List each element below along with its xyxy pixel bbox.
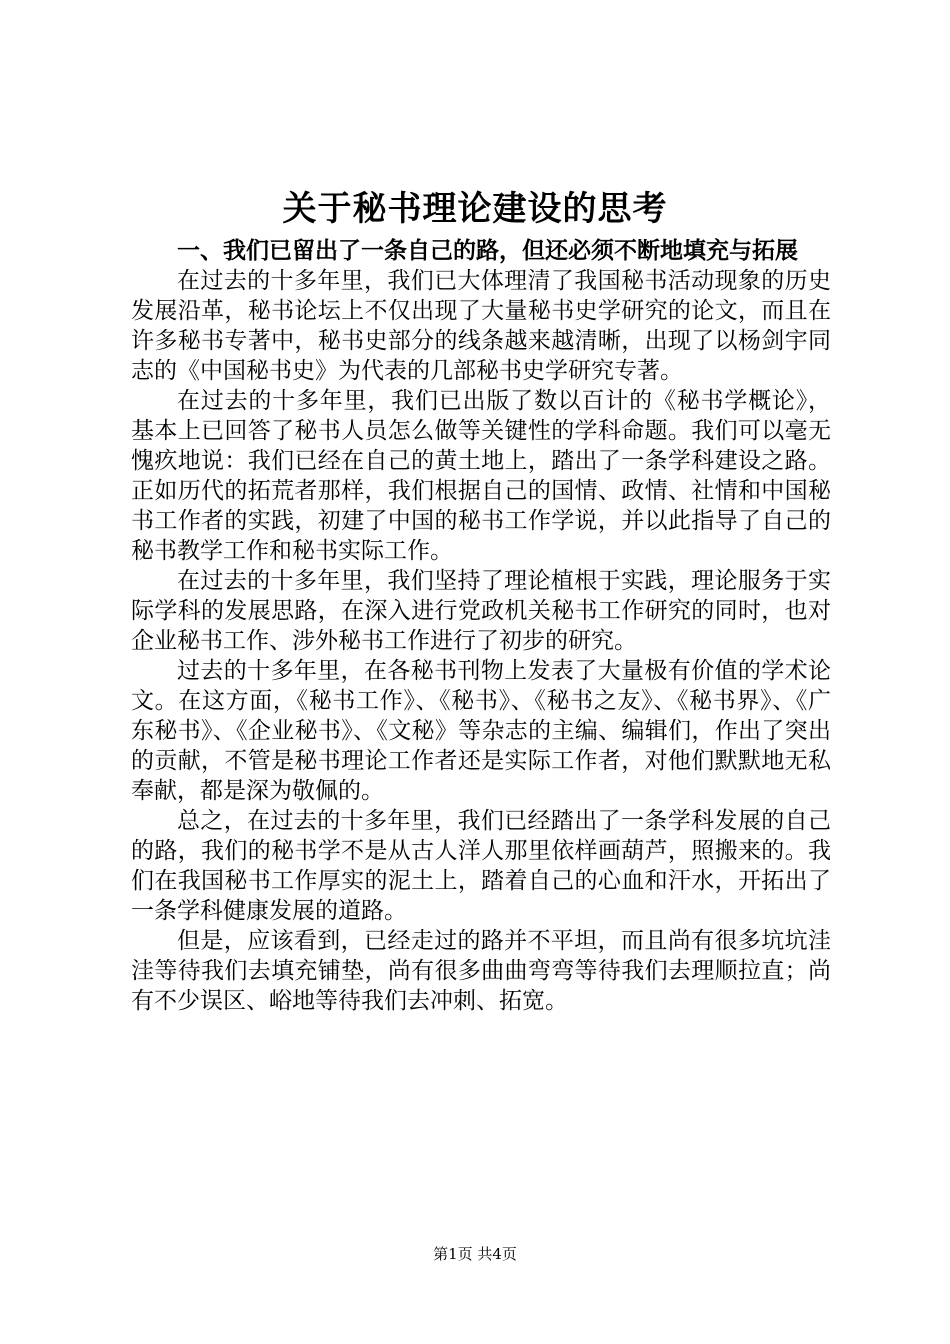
section-heading: 一、我们已留出了一条自己的路，但还必须不断地填充与拓展 [177,238,798,264]
paragraph-4: 过去的十多年里，在各秘书刊物上发表了大量极有价值的学术论文。在这方面，《秘书工作》、《秘书》、《秘书之友》、《秘书界》、《广东秘书》、《企业秘书》、《文秘》等杂志的主编、编辑们，作出了突出的贡献，不管是秘书理论工作者还是实际工作者，对他们默默地无私奉献，都是深为敬佩的。 [131,658,831,804]
paragraph-6: 但是，应该看到，已经走过的路并不平坦，而且尚有很多坑坑洼洼等待我们去填充铺垫，尚有很多曲曲弯弯等待我们去理顺拉直；尚有不少误区、峪地等待我们去冲刺、拓宽。 [131,928,831,1014]
paragraph-2: 在过去的十多年里，我们已出版了数以百计的《秘书学概论》，基本上已回答了秘书人员怎么做等关键性的学科命题。我们可以毫无愧疚地说：我们已经在自己的黄土地上，踏出了一条学科建设之路。正如历代的拓荒者那样，我们根据自己的国情、政情、社情和中国秘书工作者的实践，初建了中国的秘书工作学说，并以此指导了自己的秘书教学工作和秘书实际工作。 [131,388,831,564]
document-body [131,236,831,1016]
paragraph-5: 总之，在过去的十多年里，我们已经踏出了一条学科发展的自己的路，我们的秘书学不是从古人洋人那里依样画葫芦，照搬来的。我们在我国秘书工作厚实的泥土上，踏着自己的心血和汗水，开拓出了一条学科健康发展的道路。 [131,808,831,924]
paragraph-1: 在过去的十多年里，我们已大体理清了我国秘书活动现象的历史发展沿革，秘书论坛上不仅出现了大量秘书史学研究的论文，而且在许多秘书专著中，秘书史部分的线条越来越清晰，出现了以杨剑宇同志的《中国秘书史》为代表的几部秘书史学研究专著。 [131,268,831,384]
page-footer: 第1页 共4页 [433,1245,517,1263]
paragraph-3: 在过去的十多年里，我们坚持了理论植根于实践，理论服务于实际学科的发展思路，在深入进行党政机关秘书工作研究的同时，也对企业秘书工作、涉外秘书工作进行了初步的研究。 [131,568,831,654]
document-title: 关于秘书理论建设的思考 [282,189,668,229]
